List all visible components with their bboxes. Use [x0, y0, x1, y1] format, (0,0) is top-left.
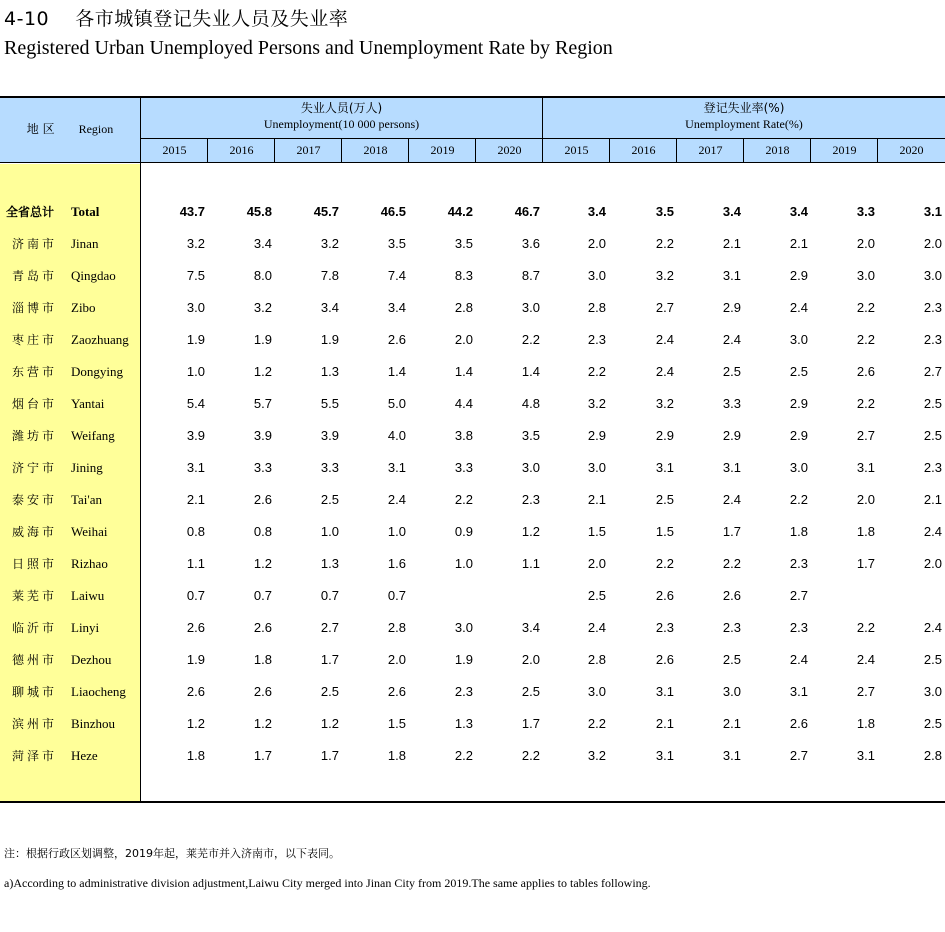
- table-row: [0, 324, 945, 356]
- rate-value: 3.0: [856, 268, 875, 283]
- unemployed-value: 2.6: [186, 620, 205, 635]
- region-name-en: Linyi: [71, 620, 100, 635]
- unemployed-value: 1.0: [186, 364, 205, 379]
- rate-value: 3.1: [722, 748, 741, 763]
- region-name-en: Zibo: [71, 300, 96, 315]
- unemployed-value: 2.7: [320, 620, 339, 635]
- unemployed-value: 1.2: [253, 556, 272, 571]
- rate-value: 2.5: [655, 492, 674, 507]
- year-header: 2016: [631, 143, 656, 157]
- unemployed-value: 7.8: [320, 268, 339, 283]
- unemployed-value: 0.8: [186, 524, 205, 539]
- unemployed-value: 1.0: [454, 556, 473, 571]
- unemployed-value: 2.0: [387, 652, 406, 667]
- region-name-en: Zaozhuang: [71, 332, 129, 347]
- unemployed-value: 1.2: [253, 716, 272, 731]
- region-name-en: Jining: [71, 460, 103, 475]
- rate-value: 2.2: [587, 716, 606, 731]
- rate-value: 2.6: [655, 652, 674, 667]
- region-name-cn: 枣庄市: [12, 333, 58, 347]
- rate-value: 2.4: [856, 652, 875, 667]
- unemployed-value: 3.5: [521, 428, 540, 443]
- unemployed-value: 3.2: [320, 236, 339, 251]
- unemployed-value: 2.6: [387, 684, 406, 699]
- unemployed-value: 3.1: [186, 460, 205, 475]
- table-row: [0, 580, 945, 612]
- unemployed-value: 3.9: [320, 428, 339, 443]
- rate-value: 3.5: [655, 204, 674, 219]
- unemployed-value: 46.7: [514, 204, 540, 219]
- region-name-cn: 东营市: [12, 365, 58, 379]
- table-row: [0, 708, 945, 740]
- unemployed-value: 2.2: [454, 748, 473, 763]
- unemployed-value: 3.0: [521, 460, 540, 475]
- unemployed-value: 2.2: [454, 492, 473, 507]
- region-name-en: Yantai: [71, 396, 105, 411]
- rate-value: 2.0: [587, 556, 606, 571]
- unemployed-value: 1.3: [454, 716, 473, 731]
- rate-value: 3.1: [655, 748, 674, 763]
- unemployed-value: 46.5: [380, 204, 406, 219]
- region-name-cn: 日照市: [12, 557, 58, 571]
- rate-value: 2.6: [789, 716, 808, 731]
- region-name-en: Qingdao: [71, 268, 116, 283]
- unemployed-value: 2.8: [387, 620, 406, 635]
- unemployed-value: 5.7: [253, 396, 272, 411]
- unemployed-value: 3.4: [320, 300, 339, 315]
- table-row: [0, 644, 945, 676]
- unemployed-value: 1.3: [320, 556, 339, 571]
- rate-value: 2.1: [722, 236, 741, 251]
- rate-value: 2.3: [923, 332, 942, 347]
- year-header: 2015: [162, 143, 187, 157]
- rate-value: 2.3: [587, 332, 606, 347]
- unemployed-value: 1.2: [253, 364, 272, 379]
- unemployed-value: 8.7: [521, 268, 540, 283]
- rate-value: 1.8: [789, 524, 808, 539]
- unemployment-header-cn: 失业人员(万人): [300, 101, 383, 115]
- table-row: [0, 548, 945, 580]
- unemployed-value: 3.0: [521, 300, 540, 315]
- unemployed-value: 1.7: [320, 748, 339, 763]
- rate-value: 3.0: [923, 268, 942, 283]
- unemployed-value: 1.4: [454, 364, 473, 379]
- unemployed-value: 1.8: [186, 748, 205, 763]
- rate-value: 1.7: [722, 524, 741, 539]
- region-name-en: Total: [71, 204, 100, 219]
- region-name-en: Laiwu: [71, 588, 105, 603]
- rate-value: 2.3: [923, 460, 942, 475]
- region-header: [0, 96, 140, 162]
- table-row: [0, 388, 945, 420]
- rate-value: 3.1: [722, 460, 741, 475]
- rate-value: 2.3: [789, 620, 808, 635]
- table-row: [0, 612, 945, 644]
- table-row: [0, 484, 945, 516]
- rate-header-en: Unemployment Rate(%): [685, 117, 803, 131]
- region-name-en: Jinan: [71, 236, 99, 251]
- table-title-cn: [4, 4, 348, 31]
- year-header: 2015: [564, 143, 589, 157]
- region-name-cn: 聊城市: [12, 685, 58, 699]
- rate-value: 3.0: [587, 460, 606, 475]
- region-name-en: Tai'an: [71, 492, 103, 507]
- region-name-cn: 济宁市: [12, 461, 58, 475]
- table-row: [0, 516, 945, 548]
- unemployed-value: 1.4: [387, 364, 406, 379]
- footnote-en: a)According to administrative division adjustment,Laiwu City merged into Jinan City from 2019.The same applies to tables following.: [4, 876, 651, 890]
- table-row: [0, 260, 945, 292]
- rate-value: 3.1: [655, 684, 674, 699]
- rate-value: 2.3: [789, 556, 808, 571]
- unemployed-value: 3.9: [186, 428, 205, 443]
- region-name-en: Weifang: [71, 428, 115, 443]
- unemployed-value: 2.5: [320, 492, 339, 507]
- unemployed-value: 3.3: [454, 460, 473, 475]
- region-name-cn: 临沂市: [12, 621, 58, 635]
- unemployed-value: 2.6: [253, 620, 272, 635]
- rate-value: 2.3: [655, 620, 674, 635]
- rate-value: 2.7: [655, 300, 674, 315]
- year-header: 2019: [430, 143, 455, 157]
- unemployed-value: 2.6: [186, 684, 205, 699]
- unemployed-value: 0.7: [320, 588, 339, 603]
- rate-value: 3.1: [655, 460, 674, 475]
- region-header-cn: 地 区: [26, 122, 55, 136]
- rate-value: 2.9: [722, 428, 741, 443]
- rate-value: 2.5: [722, 364, 741, 379]
- table-title-cn-text: 各市城镇登记失业人员及失业率: [75, 8, 349, 30]
- year-header: 2020: [497, 143, 522, 157]
- unemployed-value: 3.5: [387, 236, 406, 251]
- region-name-en: Dongying: [71, 364, 123, 379]
- region-name-en: Dezhou: [71, 652, 112, 667]
- year-header: 2018: [765, 143, 790, 157]
- rate-value: 1.7: [856, 556, 875, 571]
- unemployed-value: 2.2: [521, 748, 540, 763]
- rate-value: 1.8: [856, 716, 875, 731]
- unemployed-value: 2.6: [387, 332, 406, 347]
- rate-value: 2.8: [587, 652, 606, 667]
- rate-value: 2.4: [923, 524, 942, 539]
- rate-value: 2.0: [856, 236, 875, 251]
- region-name-cn: 烟台市: [12, 397, 58, 411]
- unemployed-value: 4.0: [387, 428, 406, 443]
- unemployed-value: 3.4: [387, 300, 406, 315]
- rate-value: 2.6: [655, 588, 674, 603]
- rate-value: 2.2: [587, 364, 606, 379]
- unemployed-value: 2.3: [454, 684, 473, 699]
- unemployed-value: 5.0: [387, 396, 406, 411]
- rate-value: 2.4: [789, 300, 808, 315]
- rate-value: 2.9: [655, 428, 674, 443]
- unemployed-value: 1.9: [186, 652, 205, 667]
- rate-value: 2.9: [722, 300, 741, 315]
- unemployed-value: 2.5: [320, 684, 339, 699]
- rate-value: 2.5: [722, 652, 741, 667]
- unemployed-value: 45.8: [246, 204, 272, 219]
- unemployed-value: 5.4: [186, 396, 205, 411]
- rate-value: 2.0: [923, 236, 942, 251]
- region-name-cn: 泰安市: [12, 493, 58, 507]
- unemployed-value: 1.2: [521, 524, 540, 539]
- rate-value: 2.2: [856, 332, 875, 347]
- table-row: [0, 676, 945, 708]
- unemployed-value: 3.8: [454, 428, 473, 443]
- unemployed-value: 44.2: [447, 204, 473, 219]
- rate-value: 2.5: [923, 652, 942, 667]
- rate-value: 2.7: [789, 748, 808, 763]
- table-row: [0, 740, 945, 772]
- table-row: [0, 420, 945, 452]
- region-name-cn: 青岛市: [12, 269, 58, 283]
- region-name-cn: 全省总计: [6, 205, 55, 219]
- region-name-cn: 济南市: [12, 237, 58, 251]
- rate-value: 3.2: [587, 748, 606, 763]
- rate-value: 1.8: [856, 524, 875, 539]
- unemployed-value: 2.0: [454, 332, 473, 347]
- unemployed-value: 1.0: [387, 524, 406, 539]
- rate-value: 1.5: [587, 524, 606, 539]
- rate-value: 2.0: [856, 492, 875, 507]
- unemployed-value: 1.4: [521, 364, 540, 379]
- rate-value: 2.1: [923, 492, 942, 507]
- bottom-rule: [0, 801, 945, 803]
- unemployed-value: 3.2: [186, 236, 205, 251]
- rate-value: 2.6: [722, 588, 741, 603]
- unemployment-header-en: Unemployment(10 000 persons): [263, 117, 420, 131]
- region-name-cn: 威海市: [12, 525, 58, 539]
- unemployed-value: 4.8: [521, 396, 540, 411]
- rate-value: 3.1: [856, 460, 875, 475]
- unemployed-value: 1.8: [387, 748, 406, 763]
- region-name-en: Rizhao: [71, 556, 108, 571]
- rate-value: 2.7: [856, 428, 875, 443]
- rate-value: 3.4: [587, 204, 606, 219]
- rate-value: 3.1: [856, 748, 875, 763]
- unemployed-value: 2.4: [387, 492, 406, 507]
- rate-value: 2.9: [789, 396, 808, 411]
- unemployed-value: 3.0: [454, 620, 473, 635]
- rate-value: 3.0: [587, 268, 606, 283]
- year-header: 2017: [698, 143, 723, 157]
- year-header: 2016: [229, 143, 254, 157]
- unemployed-value: 3.5: [454, 236, 473, 251]
- rate-value: 3.2: [587, 396, 606, 411]
- rate-group-header: [543, 100, 945, 132]
- rate-value: 3.0: [923, 684, 942, 699]
- unemployed-value: 43.7: [179, 204, 205, 219]
- year-header: 2018: [363, 143, 388, 157]
- footnote-cn: 注：根据行政区划调整，2019年起，莱芜市并入济南市，以下表同。: [4, 847, 340, 860]
- unemployed-value: 3.6: [521, 236, 540, 251]
- rate-value: 3.1: [722, 268, 741, 283]
- unemployed-value: 1.9: [454, 652, 473, 667]
- unemployed-value: 1.8: [253, 652, 272, 667]
- rate-value: 2.0: [587, 236, 606, 251]
- unemployed-value: 1.7: [320, 652, 339, 667]
- rate-value: 2.3: [722, 620, 741, 635]
- unemployed-value: 0.7: [186, 588, 205, 603]
- rate-value: 2.5: [923, 716, 942, 731]
- unemployed-value: 1.9: [253, 332, 272, 347]
- rate-value: 2.5: [923, 396, 942, 411]
- rate-value: 2.4: [923, 620, 942, 635]
- unemployed-value: 3.1: [387, 460, 406, 475]
- unemployed-value: 2.6: [253, 684, 272, 699]
- region-name-en: Binzhou: [71, 716, 116, 731]
- rate-value: 3.4: [789, 204, 808, 219]
- rate-value: 2.9: [789, 428, 808, 443]
- table-row: [0, 292, 945, 324]
- unemployed-value: 1.3: [320, 364, 339, 379]
- rate-value: 3.0: [789, 460, 808, 475]
- unemployed-value: 1.9: [320, 332, 339, 347]
- unemployed-value: 3.3: [253, 460, 272, 475]
- region-header-en: Region: [78, 122, 114, 136]
- rate-value: 2.6: [856, 364, 875, 379]
- unemployed-value: 2.1: [186, 492, 205, 507]
- rate-value: 2.8: [923, 748, 942, 763]
- rate-value: 2.2: [856, 396, 875, 411]
- rate-value: 3.2: [655, 268, 674, 283]
- rate-value: 2.7: [923, 364, 942, 379]
- unemployed-value: 8.0: [253, 268, 272, 283]
- unemployed-value: 7.4: [387, 268, 406, 283]
- rate-value: 2.7: [856, 684, 875, 699]
- unemployed-value: 7.5: [186, 268, 205, 283]
- unemployed-value: 0.8: [253, 524, 272, 539]
- unemployed-value: 1.9: [186, 332, 205, 347]
- region-name-cn: 滨州市: [12, 717, 58, 731]
- rate-value: 2.4: [587, 620, 606, 635]
- rate-value: 3.1: [923, 204, 942, 219]
- rate-value: 3.3: [722, 396, 741, 411]
- rate-value: 1.5: [655, 524, 674, 539]
- rate-value: 2.7: [789, 588, 808, 603]
- unemployment-group-header: [141, 100, 542, 132]
- rate-value: 2.9: [789, 268, 808, 283]
- year-header: 2017: [296, 143, 321, 157]
- unemployed-value: 2.8: [454, 300, 473, 315]
- unemployed-value: 1.5: [387, 716, 406, 731]
- region-name-en: Weihai: [71, 524, 108, 539]
- unemployed-value: 5.5: [320, 396, 339, 411]
- header-bottom-rule: [0, 162, 945, 163]
- region-name-en: Heze: [71, 748, 98, 763]
- rate-value: 2.5: [587, 588, 606, 603]
- rate-value: 2.5: [789, 364, 808, 379]
- rate-value: 2.4: [722, 332, 741, 347]
- data-table: [0, 96, 945, 804]
- unemployed-value: 2.3: [521, 492, 540, 507]
- unemployed-value: 2.6: [253, 492, 272, 507]
- rate-value: 2.2: [722, 556, 741, 571]
- table-number: 4-10: [4, 8, 50, 30]
- rate-value: 2.1: [722, 716, 741, 731]
- year-header: 2019: [832, 143, 857, 157]
- rate-value: 3.3: [856, 204, 875, 219]
- unemployed-value: 1.1: [186, 556, 205, 571]
- rate-value: 2.4: [655, 364, 674, 379]
- rate-value: 2.2: [655, 236, 674, 251]
- rate-value: 2.1: [655, 716, 674, 731]
- rate-value: 2.3: [923, 300, 942, 315]
- region-name-cn: 莱芜市: [12, 589, 58, 603]
- region-name-cn: 德州市: [12, 653, 58, 667]
- rate-value: 3.0: [587, 684, 606, 699]
- rate-value: 3.2: [655, 396, 674, 411]
- region-name-cn: 潍坊市: [12, 429, 58, 443]
- unemployed-value: 8.3: [454, 268, 473, 283]
- unemployed-value: 2.5: [521, 684, 540, 699]
- rate-value: 3.1: [789, 684, 808, 699]
- rate-value: 2.0: [923, 556, 942, 571]
- unemployed-value: 3.0: [186, 300, 205, 315]
- unemployed-value: 1.7: [521, 716, 540, 731]
- unemployed-value: 0.7: [253, 588, 272, 603]
- unemployed-value: 3.2: [253, 300, 272, 315]
- rate-value: 2.2: [789, 492, 808, 507]
- table-row: [0, 356, 945, 388]
- unemployed-value: 3.4: [521, 620, 540, 635]
- table-row: [0, 228, 945, 260]
- rate-value: 2.2: [856, 300, 875, 315]
- top-rule: [0, 96, 945, 98]
- rate-value: 2.2: [856, 620, 875, 635]
- unemployed-value: 45.7: [313, 204, 339, 219]
- table-row: [0, 452, 945, 484]
- unemployed-value: 0.9: [454, 524, 473, 539]
- unemployed-value: 4.4: [454, 396, 473, 411]
- rate-value: 2.4: [789, 652, 808, 667]
- rate-value: 2.8: [587, 300, 606, 315]
- rate-value: 2.9: [587, 428, 606, 443]
- unemployed-value: 3.4: [253, 236, 272, 251]
- rate-value: 3.4: [722, 204, 741, 219]
- unemployed-value: 3.9: [253, 428, 272, 443]
- unemployed-value: 2.0: [521, 652, 540, 667]
- region-name-cn: 淄博市: [12, 301, 58, 315]
- unemployed-value: 1.6: [387, 556, 406, 571]
- rate-header-cn: 登记失业率(%): [703, 101, 785, 115]
- rate-value: 2.2: [655, 556, 674, 571]
- unemployed-value: 1.7: [253, 748, 272, 763]
- unemployed-value: 0.7: [387, 588, 406, 603]
- rate-value: 3.0: [722, 684, 741, 699]
- table-title-en: Registered Urban Unemployed Persons and Unemployment Rate by Region: [4, 37, 613, 59]
- region-name-cn: 菏泽市: [12, 749, 58, 763]
- rate-value: 3.0: [789, 332, 808, 347]
- rate-value: 2.5: [923, 428, 942, 443]
- rate-value: 2.1: [587, 492, 606, 507]
- rate-value: 2.4: [722, 492, 741, 507]
- year-header: 2020: [899, 143, 924, 157]
- unemployed-value: 3.3: [320, 460, 339, 475]
- unemployed-value: 1.2: [186, 716, 205, 731]
- unemployed-value: 2.2: [521, 332, 540, 347]
- unemployed-value: 1.0: [320, 524, 339, 539]
- region-name-en: Liaocheng: [71, 684, 126, 699]
- rate-value: 2.1: [789, 236, 808, 251]
- unemployed-value: 1.1: [521, 556, 540, 571]
- total-row: [0, 196, 945, 228]
- rate-value: 2.4: [655, 332, 674, 347]
- unemployed-value: 1.2: [320, 716, 339, 731]
